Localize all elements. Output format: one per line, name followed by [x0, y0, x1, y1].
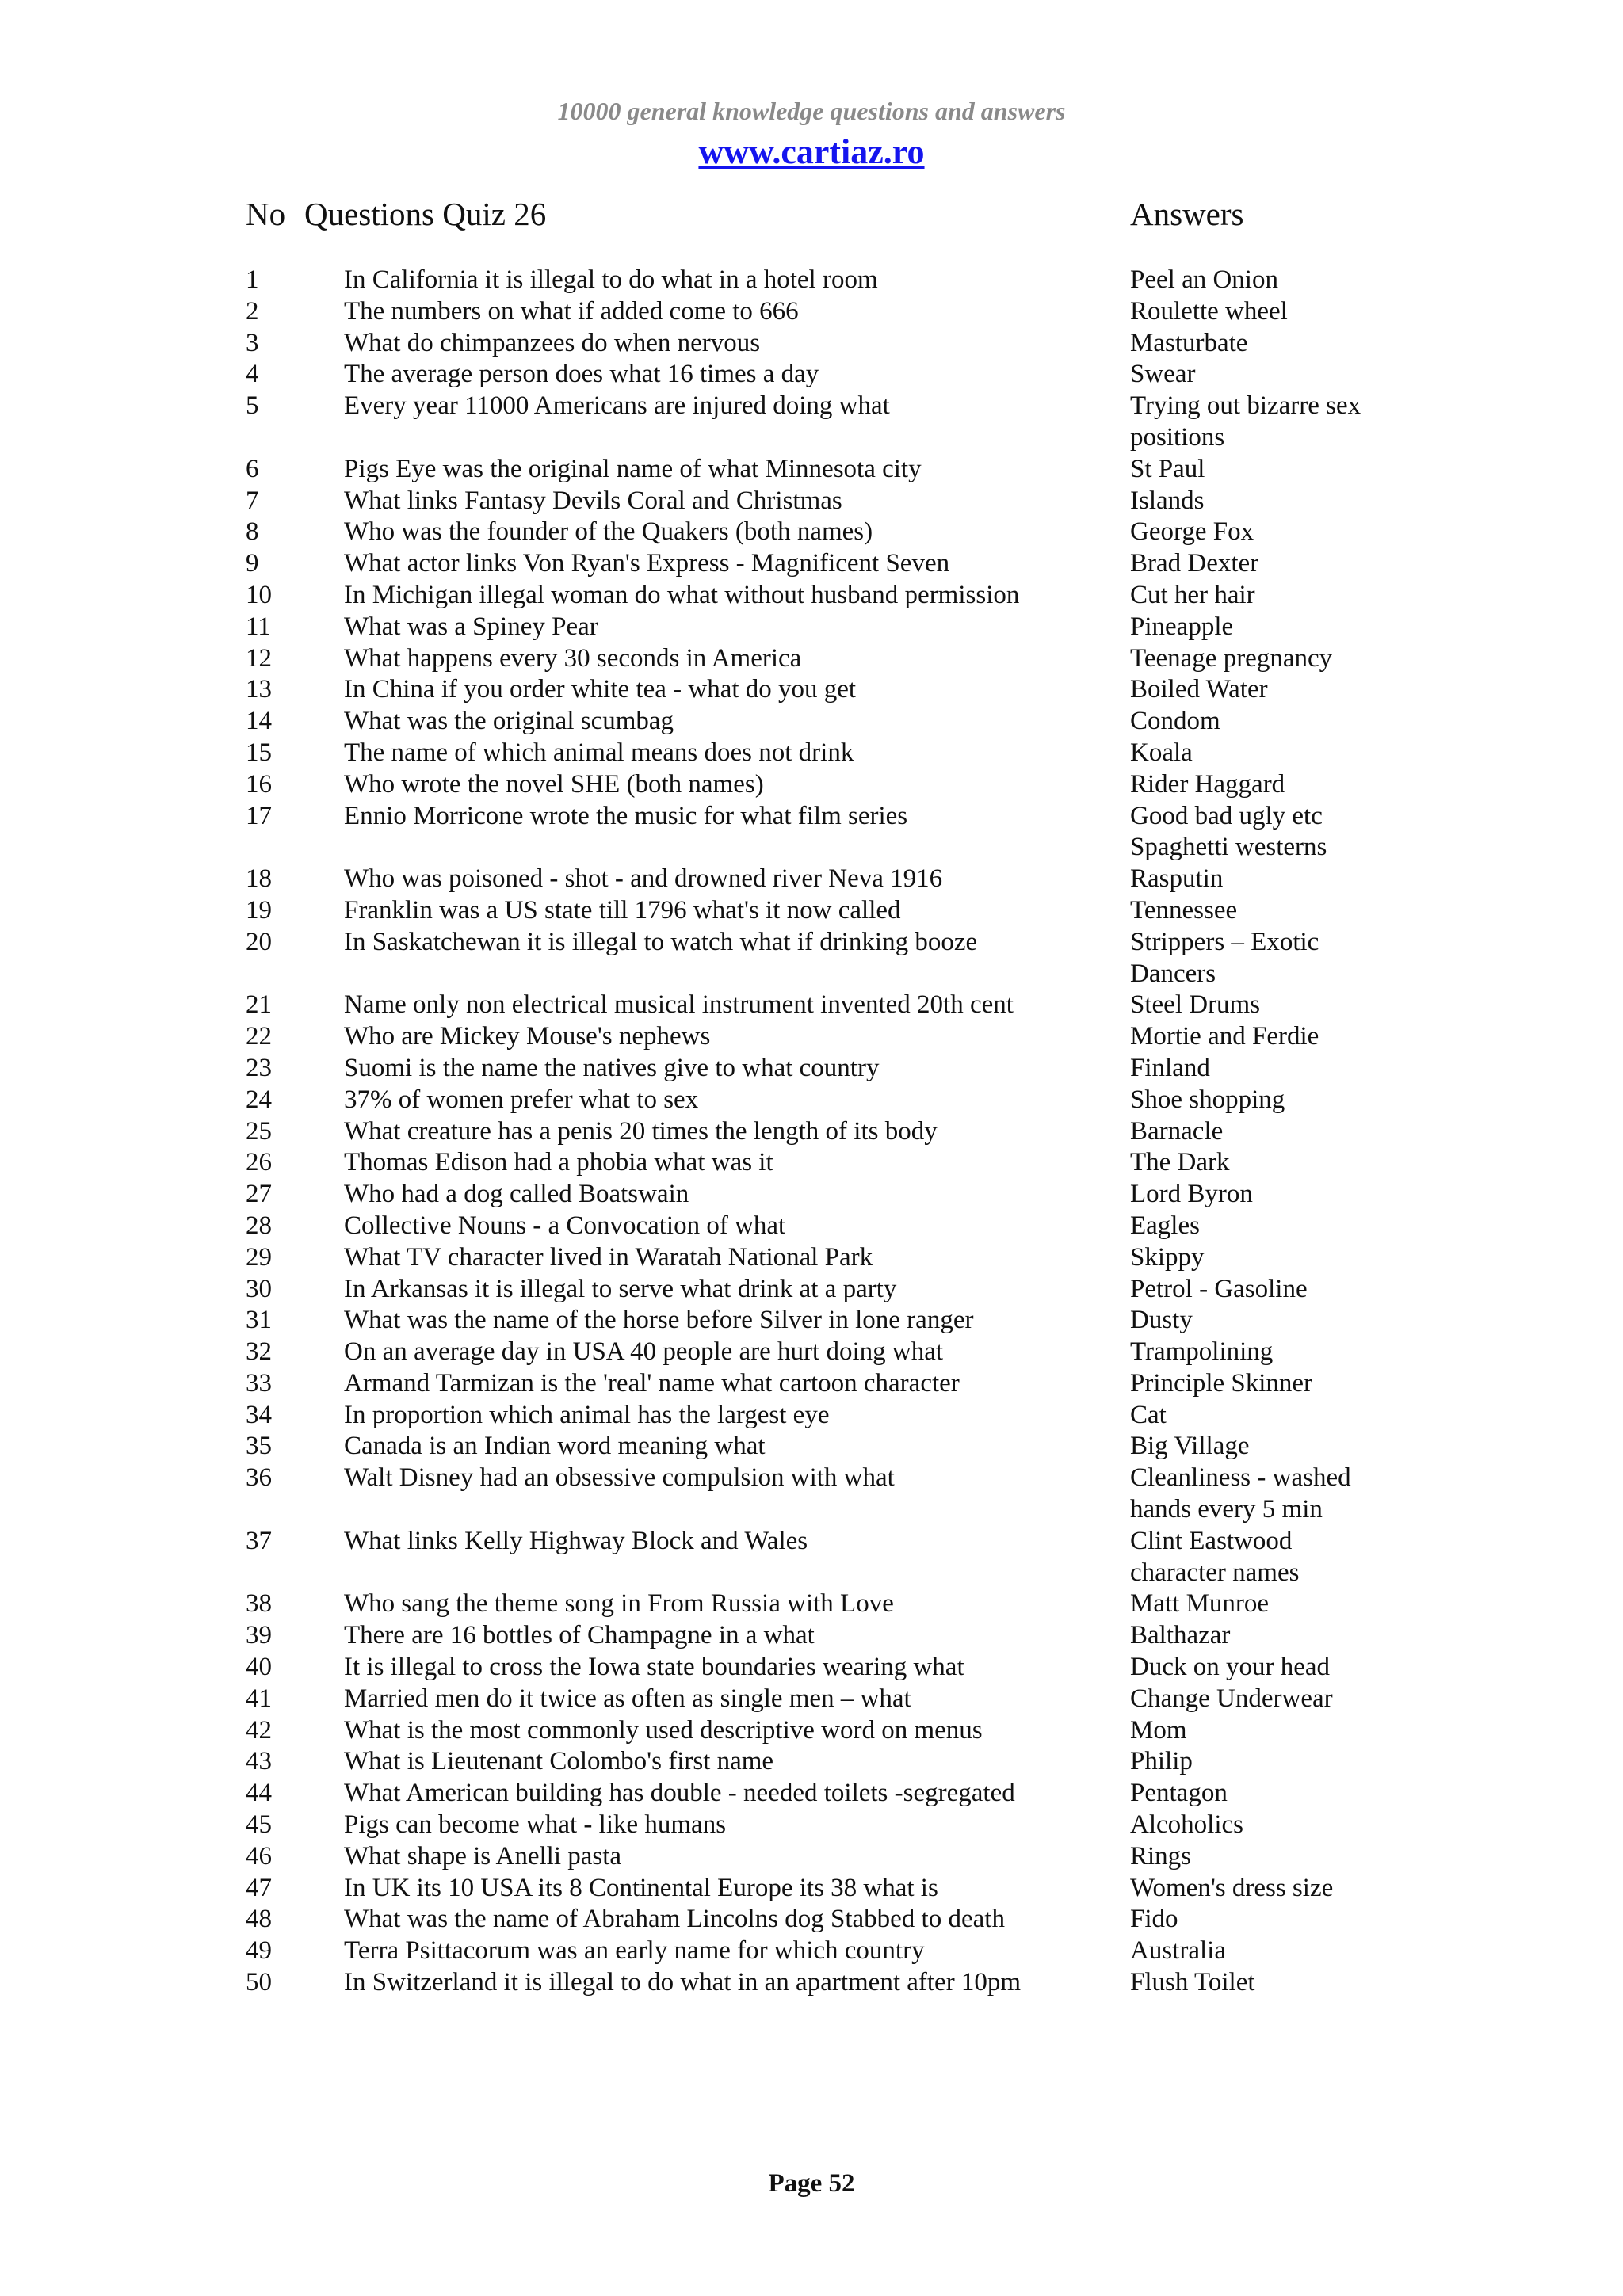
question-text: On an average day in USA 40 people are hurt doing what: [344, 1337, 944, 1367]
question-row: [0, 1021, 1623, 1053]
question-number: 42: [246, 1715, 272, 1745]
questions-table: [0, 265, 1623, 1999]
question-text: What American building has double - needed toilets -segregated: [344, 1779, 1015, 1808]
question-number: 4: [246, 360, 259, 389]
answer-text: Mortie and Ferdie: [1130, 1022, 1319, 1051]
answer-text: Rider Haggard: [1130, 769, 1285, 799]
question-number: 43: [246, 1747, 272, 1776]
question-row: [0, 1116, 1623, 1148]
question-text: What was the original scumbag: [344, 707, 674, 736]
answer-text: Cut her hair: [1130, 580, 1255, 609]
header-subtitle: 10000 general knowledge questions and answers: [557, 97, 1066, 125]
question-number: 49: [246, 1936, 272, 1966]
question-row: [0, 1179, 1623, 1211]
question-number: 21: [246, 990, 272, 1020]
question-text: What creature has a penis 20 times the length of its body: [344, 1116, 938, 1146]
answer-text: Lord Byron: [1130, 1180, 1253, 1209]
question-text: In Arkansas it is illegal to serve what drink at a party: [344, 1274, 897, 1303]
question-row: [0, 1400, 1623, 1432]
answer-text: Change Underwear: [1130, 1684, 1333, 1713]
answer-text: Clint Eastwood character names: [1130, 1526, 1300, 1587]
question-number: 9: [246, 549, 259, 578]
question-text: What do chimpanzees do when nervous: [344, 328, 761, 357]
answer-text: Matt Munroe: [1130, 1589, 1270, 1619]
question-text: Name only non electrical musical instrument invented 20th cent: [344, 990, 1014, 1020]
question-number: 15: [246, 738, 272, 767]
question-number: 13: [246, 675, 272, 704]
question-row: [0, 674, 1623, 706]
question-number: 5: [246, 391, 259, 421]
page-number: Page 52: [768, 2169, 855, 2198]
answer-text: Teenage pregnancy: [1130, 643, 1333, 673]
answer-text: Cleanliness - washed hands every 5 min: [1130, 1463, 1351, 1524]
question-number: 14: [246, 707, 272, 736]
question-number: 33: [246, 1368, 272, 1398]
question-text: In Michigan illegal woman do what without husband permission: [344, 580, 1020, 609]
question-number: 1: [246, 265, 259, 294]
question-text: What actor links Von Ryan's Express - Magnificent Seven: [344, 549, 950, 578]
question-row: [0, 1873, 1623, 1905]
question-text: Pigs can become what - like humans: [344, 1810, 727, 1840]
question-text: Who are Mickey Mouse's nephews: [344, 1022, 711, 1051]
answer-text: Rasputin: [1130, 864, 1224, 894]
answer-text: Masturbate: [1130, 328, 1248, 357]
question-text: Suomi is the name the natives give to what country: [344, 1053, 880, 1082]
question-row: [0, 1652, 1623, 1684]
question-text: Who was poisoned - shot - and drowned river Neva 1916: [344, 864, 943, 894]
question-text: It is illegal to cross the Iowa state boundaries wearing what: [344, 1653, 964, 1682]
question-number: 32: [246, 1337, 272, 1367]
question-row: [0, 612, 1623, 643]
answer-text: Flush Toilet: [1130, 1968, 1255, 1997]
answer-text: Skippy: [1130, 1242, 1205, 1272]
question-row: [0, 328, 1623, 360]
answer-text: Shoe shopping: [1130, 1085, 1285, 1114]
column-header-answers: Answers: [1130, 196, 1244, 232]
question-number: 3: [246, 328, 259, 357]
question-row: [0, 1589, 1623, 1620]
question-row: [0, 1147, 1623, 1179]
question-number: 2: [246, 296, 259, 326]
question-text: Who was the founder of the Quakers (both names): [344, 517, 873, 547]
question-row: [0, 1526, 1623, 1589]
answer-text: Petrol - Gasoline: [1130, 1274, 1308, 1303]
question-text: The name of which animal means does not drink: [344, 738, 854, 767]
question-text: What shape is Anelli pasta: [344, 1841, 622, 1871]
question-number: 46: [246, 1841, 272, 1871]
question-number: 8: [246, 517, 259, 547]
question-text: What was a Spiney Pear: [344, 612, 598, 641]
answer-text: Steel Drums: [1130, 990, 1261, 1020]
question-number: 18: [246, 864, 272, 894]
question-number: 35: [246, 1432, 272, 1461]
question-row: [0, 1746, 1623, 1778]
question-number: 6: [246, 454, 259, 483]
question-text: What happens every 30 seconds in America: [344, 643, 802, 673]
question-number: 7: [246, 486, 259, 515]
question-number: 22: [246, 1022, 272, 1051]
column-header-no: No: [246, 196, 286, 232]
question-row: [0, 990, 1623, 1021]
question-text: What is Lieutenant Colombo's first name: [344, 1747, 774, 1776]
answer-text: Alcoholics: [1130, 1810, 1243, 1840]
question-number: 41: [246, 1684, 272, 1713]
question-text: In Saskatchewan it is illegal to watch what if drinking booze: [344, 927, 978, 956]
answer-text: Fido: [1130, 1905, 1178, 1934]
question-text: Canada is an Indian word meaning what: [344, 1432, 766, 1461]
answer-text: Pineapple: [1130, 612, 1234, 641]
answer-text: Finland: [1130, 1053, 1210, 1082]
question-row: [0, 1463, 1623, 1526]
question-number: 10: [246, 580, 272, 609]
answer-text: Islands: [1130, 486, 1205, 515]
question-text: In Switzerland it is illegal to do what in an apartment after 10pm: [344, 1968, 1022, 1997]
question-text: 37% of women prefer what to sex: [344, 1085, 699, 1114]
question-number: 19: [246, 895, 272, 925]
question-text: Married men do it twice as often as single men – what: [344, 1684, 911, 1713]
answer-text: Pentagon: [1130, 1779, 1228, 1808]
question-number: 28: [246, 1211, 272, 1240]
question-row: [0, 265, 1623, 296]
answer-text: Swear: [1130, 360, 1196, 389]
question-number: 27: [246, 1180, 272, 1209]
question-text: What is the most commonly used descriptive word on menus: [344, 1715, 983, 1745]
answer-text: Roulette wheel: [1130, 296, 1288, 326]
question-text: Who wrote the novel SHE (both names): [344, 769, 764, 799]
answer-text: Condom: [1130, 707, 1220, 736]
question-number: 40: [246, 1653, 272, 1682]
question-row: [0, 1431, 1623, 1463]
question-text: What was the name of the horse before Silver in lone ranger: [344, 1306, 974, 1335]
answer-text: Philip: [1130, 1747, 1193, 1776]
question-row: [0, 927, 1623, 990]
question-number: 16: [246, 769, 272, 799]
answer-text: Good bad ugly etc Spaghetti westerns: [1130, 801, 1327, 862]
question-text: In UK its 10 USA its 8 Continental Europe its 38 what is: [344, 1873, 938, 1902]
question-row: [0, 548, 1623, 580]
question-number: 37: [246, 1526, 272, 1555]
question-text: In California it is illegal to do what in a hotel room: [344, 265, 878, 294]
answer-text: Boiled Water: [1130, 675, 1268, 704]
question-number: 50: [246, 1968, 272, 1997]
question-row: [0, 1053, 1623, 1085]
question-row: [0, 1810, 1623, 1841]
answer-text: Tennessee: [1130, 895, 1238, 925]
question-number: 45: [246, 1810, 272, 1840]
question-row: [0, 359, 1623, 391]
column-header-questions: Questions Quiz 26: [304, 196, 547, 232]
question-row: [0, 1274, 1623, 1306]
answer-text: Women's dress size: [1130, 1873, 1334, 1902]
answer-text: Duck on your head: [1130, 1653, 1331, 1682]
question-number: 23: [246, 1053, 272, 1082]
question-number: 12: [246, 643, 272, 673]
question-text: In China if you order white tea - what do you get: [344, 675, 857, 704]
question-row: [0, 391, 1623, 454]
question-text: The average person does what 16 times a day: [344, 360, 819, 389]
question-text: What links Kelly Highway Block and Wales: [344, 1526, 808, 1555]
question-text: Thomas Edison had a phobia what was it: [344, 1148, 773, 1177]
question-row: [0, 1305, 1623, 1337]
answer-text: Dusty: [1130, 1306, 1193, 1335]
answer-text: Cat: [1130, 1400, 1167, 1429]
question-text: What links Fantasy Devils Coral and Christmas: [344, 486, 842, 515]
question-row: [0, 895, 1623, 927]
question-row: [0, 580, 1623, 612]
site-link[interactable]: www.cartiaz.ro: [698, 132, 925, 171]
answer-text: George Fox: [1130, 517, 1254, 547]
answer-text: Big Village: [1130, 1432, 1250, 1461]
question-row: [0, 296, 1623, 328]
answer-text: Peel an Onion: [1130, 265, 1278, 294]
question-row: [0, 1211, 1623, 1242]
question-text: Armand Tarmizan is the 'real' name what cartoon character: [344, 1368, 960, 1398]
question-row: [0, 706, 1623, 738]
question-number: 47: [246, 1873, 272, 1902]
question-number: 39: [246, 1621, 272, 1650]
answer-text: Trying out bizarre sex positions: [1130, 391, 1361, 452]
question-number: 17: [246, 801, 272, 830]
question-number: 20: [246, 927, 272, 956]
answer-text: Koala: [1130, 738, 1193, 767]
answer-text: Barnacle: [1130, 1116, 1224, 1146]
question-number: 29: [246, 1242, 272, 1272]
question-row: [0, 1368, 1623, 1400]
answer-text: Strippers – Exotic Dancers: [1130, 927, 1319, 988]
question-row: [0, 738, 1623, 769]
question-row: [0, 1085, 1623, 1116]
question-row: [0, 1904, 1623, 1936]
question-number: 30: [246, 1274, 272, 1303]
question-number: 36: [246, 1463, 272, 1493]
question-row: [0, 1841, 1623, 1873]
question-text: Collective Nouns - a Convocation of what: [344, 1211, 786, 1240]
answer-text: Balthazar: [1130, 1621, 1231, 1650]
question-number: 34: [246, 1400, 272, 1429]
question-row: [0, 1967, 1623, 1999]
question-row: [0, 801, 1623, 864]
question-text: Every year 11000 Americans are injured doing what: [344, 391, 890, 421]
answer-text: Principle Skinner: [1130, 1368, 1313, 1398]
question-text: Who had a dog called Boatswain: [344, 1180, 689, 1209]
question-row: [0, 517, 1623, 548]
question-text: The numbers on what if added come to 666: [344, 296, 799, 326]
question-number: 44: [246, 1779, 272, 1808]
question-row: [0, 1337, 1623, 1368]
question-number: 26: [246, 1148, 272, 1177]
question-row: [0, 769, 1623, 801]
question-number: 31: [246, 1306, 272, 1335]
question-text: Pigs Eye was the original name of what Minnesota city: [344, 454, 922, 483]
question-number: 48: [246, 1905, 272, 1934]
question-text: What was the name of Abraham Lincolns dog Stabbed to death: [344, 1905, 1005, 1934]
answer-text: The Dark: [1130, 1148, 1230, 1177]
question-text: Who sang the theme song in From Russia with Love: [344, 1589, 894, 1619]
question-text: Walt Disney had an obsessive compulsion with what: [344, 1463, 895, 1493]
question-text: In proportion which animal has the largest eye: [344, 1400, 830, 1429]
question-text: Terra Psittacorum was an early name for which country: [344, 1936, 925, 1966]
answer-text: Rings: [1130, 1841, 1192, 1871]
question-row: [0, 864, 1623, 895]
question-row: [0, 454, 1623, 486]
question-number: 11: [246, 612, 271, 641]
question-text: Ennio Morricone wrote the music for what film series: [344, 801, 908, 830]
question-number: 38: [246, 1589, 272, 1619]
question-row: [0, 1778, 1623, 1810]
question-number: 24: [246, 1085, 272, 1114]
question-number: 25: [246, 1116, 272, 1146]
question-text: What TV character lived in Waratah National Park: [344, 1242, 873, 1272]
answer-text: Australia: [1130, 1936, 1226, 1966]
answer-text: St Paul: [1130, 454, 1205, 483]
question-text: Franklin was a US state till 1796 what's it now called: [344, 895, 901, 925]
answer-text: Mom: [1130, 1715, 1187, 1745]
question-row: [0, 1242, 1623, 1274]
question-text: There are 16 bottles of Champagne in a what: [344, 1621, 815, 1650]
question-row: [0, 1936, 1623, 1967]
question-row: [0, 1684, 1623, 1715]
question-row: [0, 643, 1623, 675]
answer-text: Eagles: [1130, 1211, 1200, 1240]
question-row: [0, 486, 1623, 517]
answer-text: Brad Dexter: [1130, 549, 1259, 578]
question-row: [0, 1620, 1623, 1652]
answer-text: Trampolining: [1130, 1337, 1274, 1367]
question-row: [0, 1715, 1623, 1747]
